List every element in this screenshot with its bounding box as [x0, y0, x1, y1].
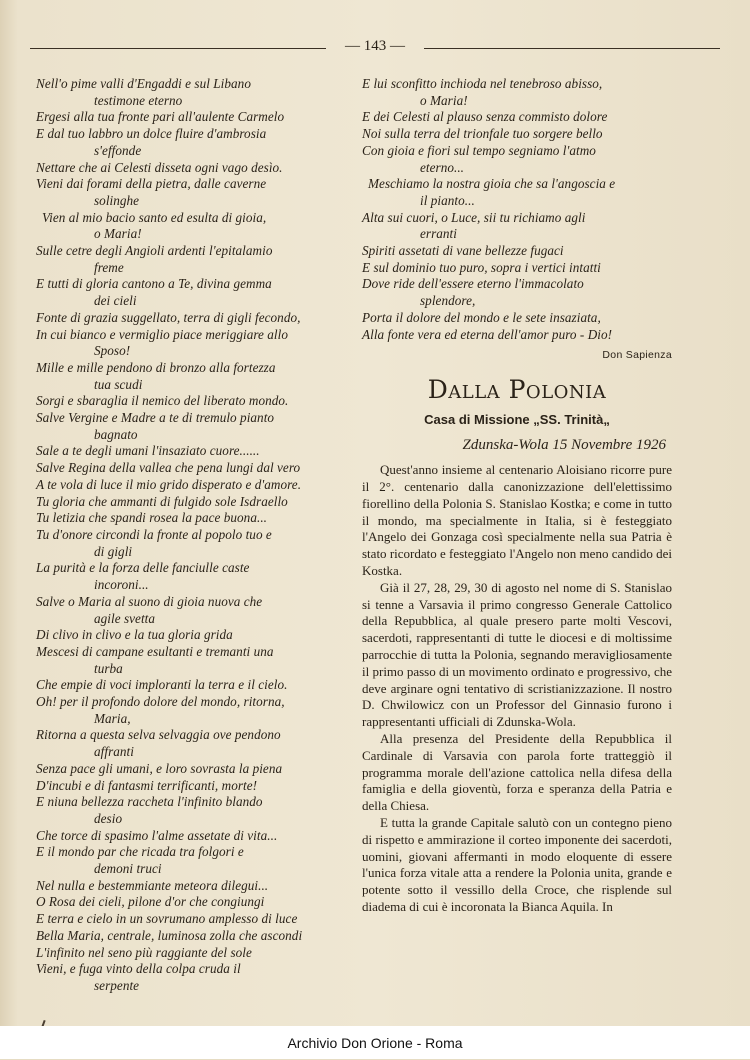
poem-line: agile svetta: [94, 610, 156, 626]
poem-line: erranti: [420, 226, 457, 242]
right-column: [362, 76, 672, 916]
poem-line: Ergesi alla tua fronte pari all'aulente Carmelo: [36, 109, 285, 125]
poem-line: Nell'o pime valli d'Engaddi e sul Libano: [36, 76, 251, 91]
poem-line: Alta sui cuori, o Luce, sii tu richiamo agli: [362, 209, 586, 225]
poem-line: E niuna bellezza raccheta l'infinito blando: [36, 794, 263, 810]
poem-line: dei cieli: [94, 293, 137, 309]
poem-line: E il mondo par che ricada tra folgori e: [36, 844, 244, 860]
poem-line: Spiriti assetati di vane bellezze fugaci: [362, 243, 564, 259]
poem-line: Mescesi di campane esultanti e tremanti una: [36, 643, 274, 659]
article-paragraph: Già il 27, 28, 29, 30 di agosto nel nome di S. Stanislao si tenne a Varsavia il primo congresso Generale Cattolico della Repubblica, al quale presero parte molti Vescovi, sacerdoti, rappresentanti di tutte le diocesi e di moltissime parrocchie di tutta la Polonia, segnando meravigliosamente il primo passo di un movimento ordinato e progressivo, che deve arginare ogni tentativo di scristianizzazione. Il nostro D. Chwilowicz con un Professor del Ginnasio furono i rappresentanti ufficiali di Zdunska-Wola.: [362, 579, 672, 730]
poem-line: Meschiamo la nostra gioia che sa l'angoscia e: [368, 176, 616, 192]
poem-line: A te vola di luce il mio grido disperato e d'amore.: [36, 476, 302, 492]
article-subtitle: Casa di Missione „SS. Trinità„: [424, 412, 610, 428]
poem-line: o Maria!: [420, 92, 468, 108]
poem-line: La purità e la forza delle fanciulle caste: [36, 560, 250, 576]
archive-footer: Archivio Don Orione - Roma: [0, 1026, 750, 1059]
article-dateline: Zdunska-Wola 15 Novembre 1926: [462, 437, 666, 454]
poem-continuation: [362, 76, 672, 343]
article-paragraph: Alla presenza del Presidente della Repubblica il Cardinale di Varsavia con parola forte tratteggiò il programma morale dell'azione cattolica nella difesa della famiglia e della gioventù, forza e speranza della Patria e della Chiesa.: [362, 731, 672, 814]
poem-line: Noi sulla terra del trionfale tuo sorgere bello: [362, 126, 603, 142]
poem-line: E terra e cielo in un sovrumano amplesso di luce: [36, 911, 298, 927]
poem-line: E sul dominio tuo puro, sopra i vertici intatti: [362, 259, 601, 275]
poem-line: Vien al mio bacio santo ed esulta di gioia,: [42, 209, 267, 225]
poem-line: serpente: [94, 977, 140, 993]
poem-line: di gigli: [94, 543, 133, 559]
poem-line: eterno...: [420, 159, 465, 175]
article-paragraph: Quest'anno insieme al centenario Aloisiano ricorre pure il 2°. centenario dalla canonizzazione dell'elettissimo fiorellino della Polonia S. Stanislao Kostka; e come in tutto il mondo, ma specialmente in Italia, si è festeggiato l'Angelo dei Gonzaga così specialmente nella sua Patria è stato ricordato e festeggiato l'Angelo non meno candido dei Kostka.: [362, 462, 672, 579]
poem-line: Vieni, e fuga vinto della colpa cruda il: [36, 961, 241, 977]
poem-line: Porta il dolore del mondo e le sete insaziata,: [362, 309, 601, 325]
poem-line: Alla fonte vera ed eterna dell'amor puro - Dio!: [362, 326, 613, 342]
poem-line: s'effonde: [94, 142, 142, 158]
poem-line: O Rosa dei cieli, pilone d'or che congiungi: [36, 894, 265, 910]
poem-line: Di clivo in clivo e la tua gloria grida: [36, 627, 233, 643]
poem-line: bagnato: [94, 426, 138, 442]
poem-line: Che empie di voci imploranti la terra e il cielo.: [36, 677, 288, 693]
poem-line: o Maria!: [94, 226, 142, 242]
poem-line: E lui sconfitto inchioda nel tenebroso abisso,: [362, 76, 603, 91]
page-number: — 143 —: [345, 38, 405, 54]
poem-line: Mille e mille pendono di bronzo alla fortezza: [36, 359, 276, 375]
poem-line: L'infinito nel seno più raggiante del sole: [36, 944, 252, 960]
poem-line: D'incubi e di fantasmi terrificanti, morte!: [36, 777, 258, 793]
poem-line: splendore,: [420, 293, 476, 309]
poem-line: E dei Celesti al plauso senza commisto dolore: [362, 109, 608, 125]
poem-line: Salve o Maria al suono di gioia nuova che: [36, 593, 263, 609]
poem-line: Nettare che ai Celesti disseta ogni vago desìo.: [36, 159, 283, 175]
poem-line: tua scudi: [94, 376, 143, 392]
poem-line: Sulle cetre degli Angioli ardenti l'epitalamio: [36, 243, 273, 259]
poem-line: E tutti di gloria cantono a Te, divina gemma: [36, 276, 272, 292]
poem-line: Bella Maria, centrale, luminosa zolla che ascondi: [36, 927, 303, 943]
poem-line: Oh! per il profondo dolore del mondo, ritorna,: [36, 694, 285, 710]
left-column-poem: [36, 76, 346, 995]
poem-line: solinghe: [94, 192, 140, 208]
header-rule-left: [30, 48, 326, 49]
poem-line: desio: [94, 810, 123, 826]
poem-line: freme: [94, 259, 124, 275]
article-paragraph: E tutta la grande Capitale salutò con un contegno pieno di rispetto e ammirazione il corteo imponente dei sacerdoti, uomini, giovani affermanti in modo eloquente di essere l'unica forza vitale atta a rendere la Polonia unita, grande e potente sotto il vessillo della Croce, che risplende sul diadema di cui è incoronata la Bianca Aquila. In: [362, 814, 672, 914]
poem-line: Salve Regina della vallea che pena lungi dal vero: [36, 460, 301, 476]
poem-signature: Don Sapienza: [602, 349, 672, 362]
poem-line: Con gioia e fiori sul tempo segniamo l'atmo: [362, 142, 596, 158]
poem-line: Vieni dai forami della pietra, dalle caverne: [36, 176, 267, 192]
poem-line: Dove ride dell'essere eterno l'immacolato: [362, 276, 584, 292]
poem-line: Nel nulla e bestemmiante meteora dilegui...: [36, 877, 269, 893]
poem-line: In cui bianco e vermiglio piace meriggiare allo: [36, 326, 288, 342]
poem-line: Fonte di grazia suggellato, terra di gigli fecondo,: [36, 309, 301, 325]
poem-line: Maria,: [94, 710, 131, 726]
poem-line: Senza pace gli umani, e loro sovrasta la piena: [36, 760, 283, 776]
poem-line: Tu letizia che spandi rosea la pace buona...: [36, 510, 268, 526]
poem-line: affranti: [94, 744, 134, 760]
poem-line: Sale a te degli umani l'insaziato cuore......: [36, 443, 260, 459]
poem-line: Ritorna a questa selva selvaggia ove pendono: [36, 727, 281, 743]
article-title: Dalla Polonia: [427, 375, 607, 405]
poem-line: E dal tuo labbro un dolce fluire d'ambrosia: [36, 126, 267, 142]
poem-line: Tu d'onore circondi la fronte al popolo tuo e: [36, 526, 272, 542]
page-header: [30, 38, 720, 58]
header-rule-right: [424, 48, 720, 49]
poem-line: testimone eterno: [94, 92, 183, 108]
poem-line: Che torce di spasimo l'alme assetate di vita...: [36, 827, 278, 843]
poem-line: Salve Vergine e Madre a te di tremulo pianto: [36, 410, 275, 426]
poem-line: Sposo!: [94, 343, 131, 359]
poem-line: il pianto...: [420, 192, 475, 208]
poem-line: Tu gloria che ammanti di fulgido sole Isdraello: [36, 493, 288, 509]
poem-line: turba: [94, 660, 123, 676]
poem-line: Sorgi e sbaraglia il nemico del liberato mondo.: [36, 393, 289, 409]
poem-line: incoroni...: [94, 577, 149, 593]
poem-line: demoni truci: [94, 861, 162, 877]
